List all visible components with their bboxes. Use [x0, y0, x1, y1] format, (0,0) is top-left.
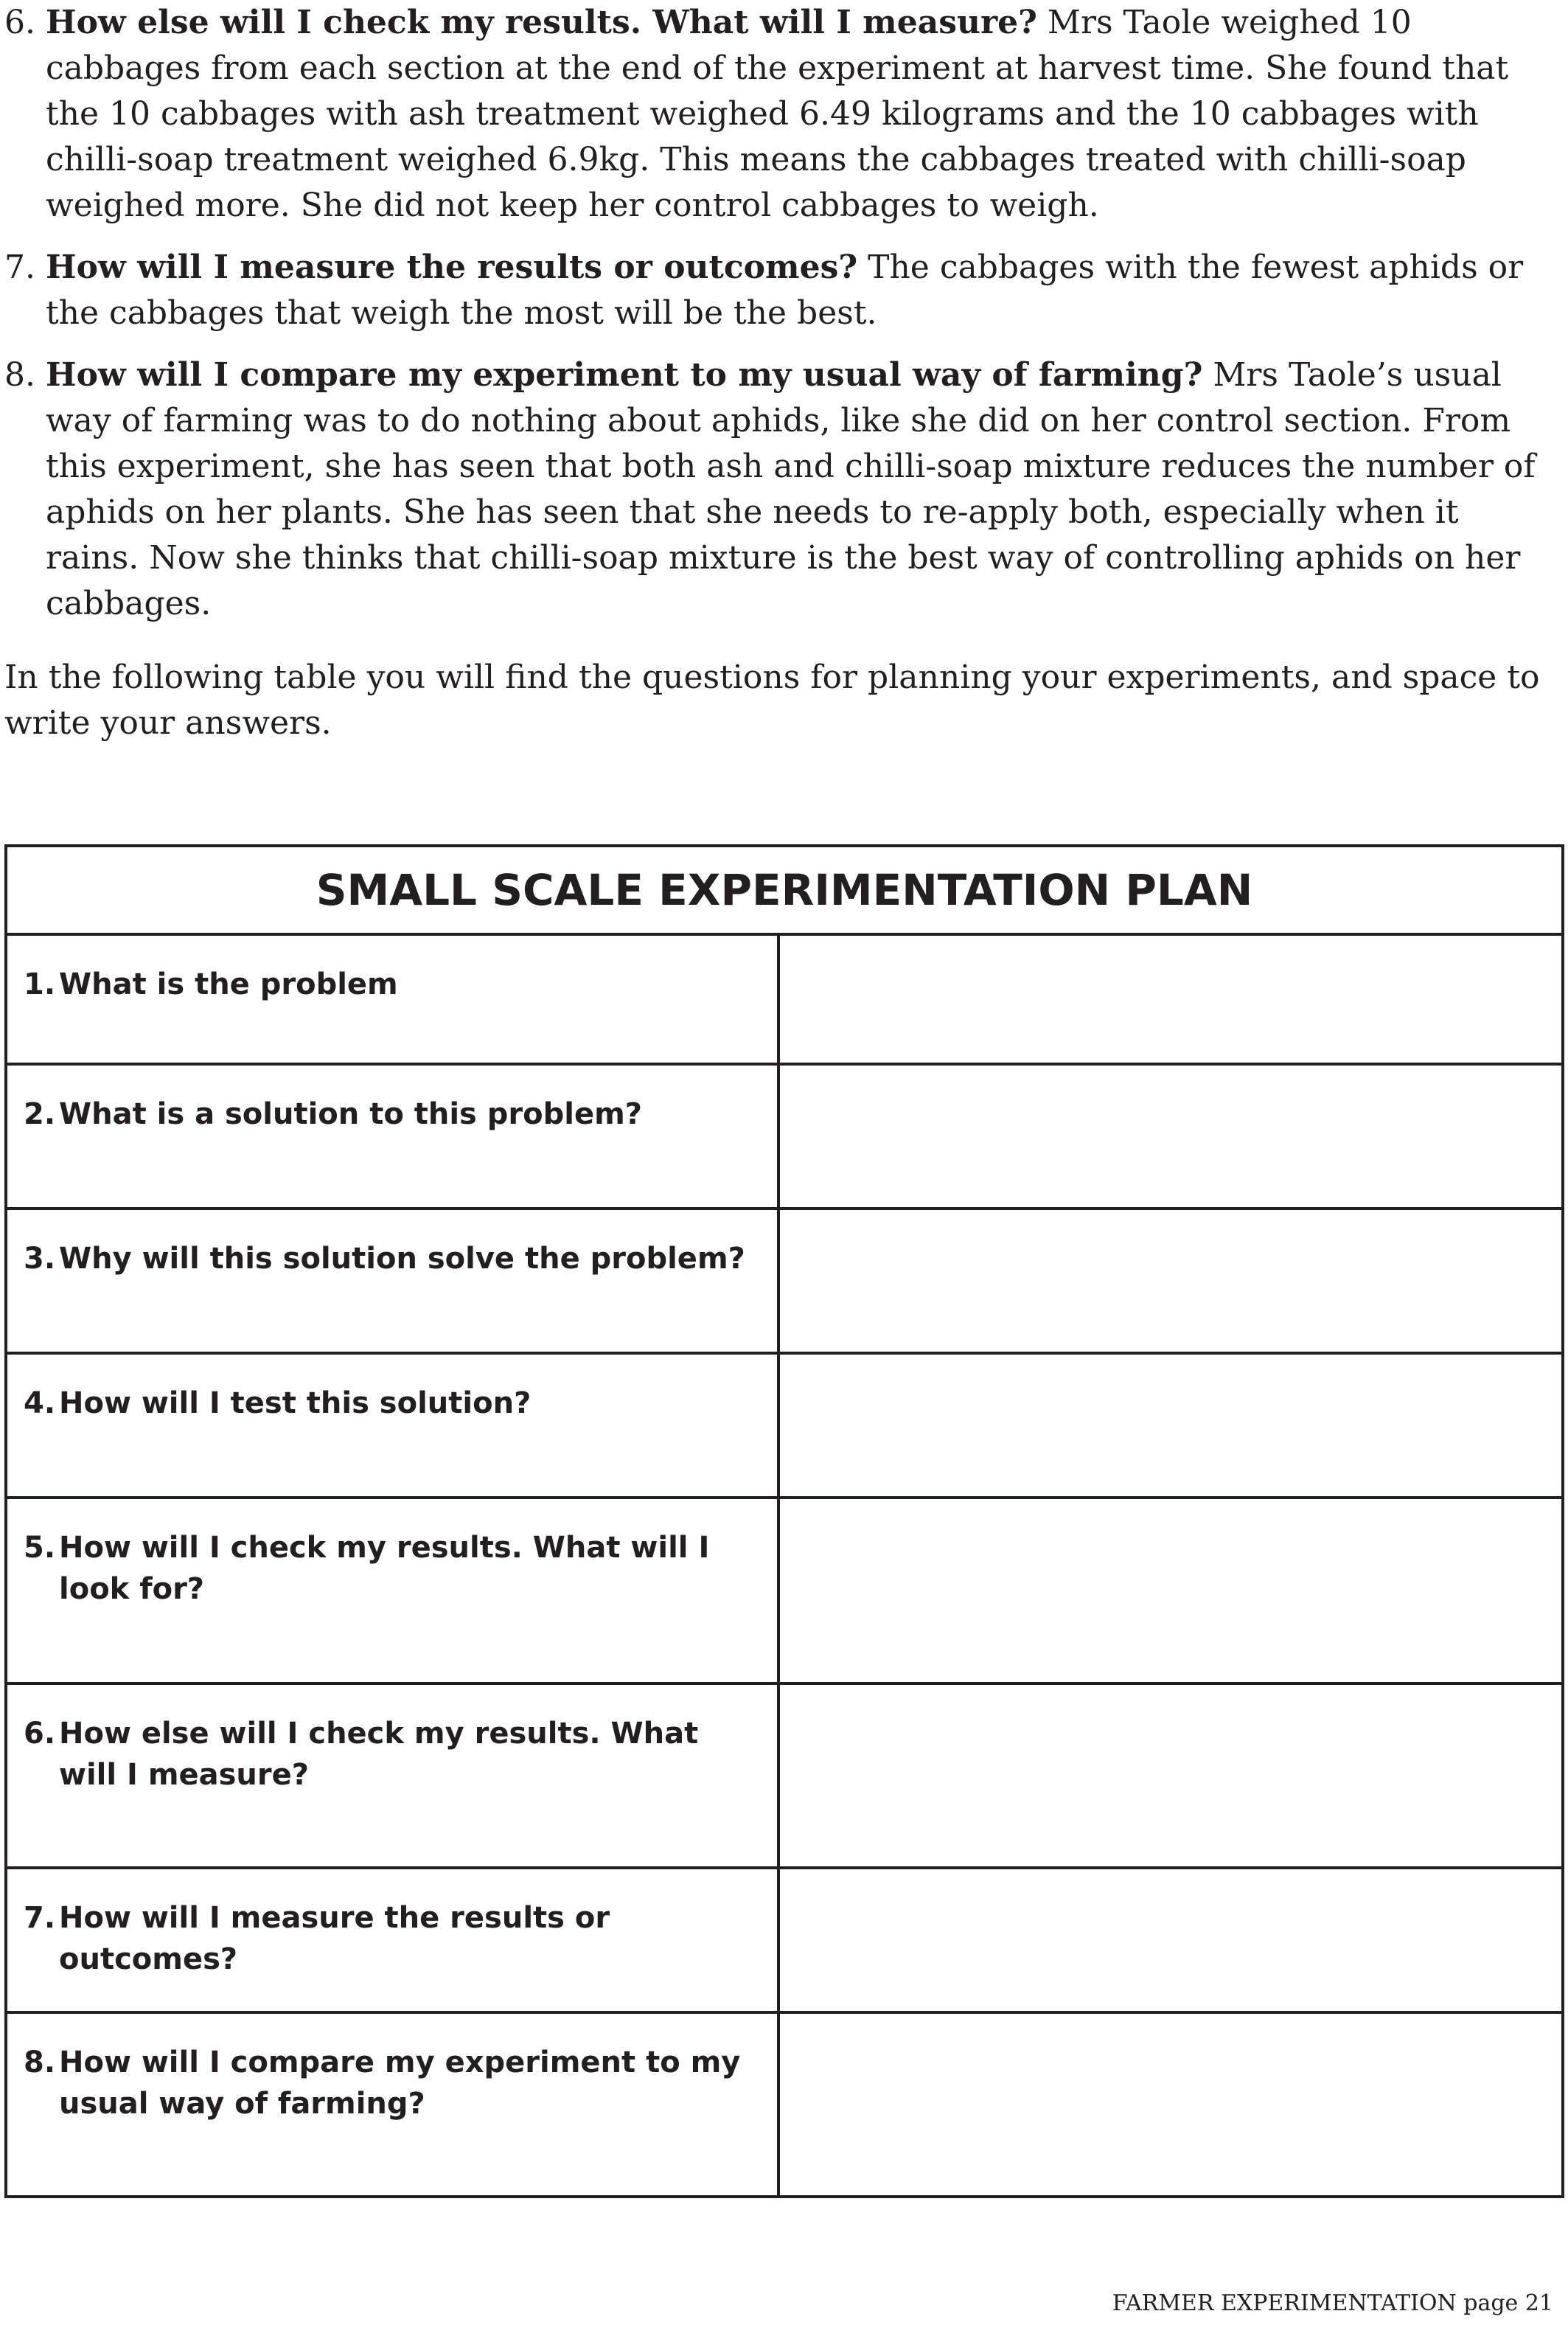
question-number: 4.: [24, 1386, 56, 1420]
item-question: How else will I check my results. What will I measure?: [46, 4, 1037, 41]
page-footer: FARMER EXPERIMENTATION page 21: [1112, 2290, 1553, 2316]
question-number: 8.: [24, 2046, 56, 2079]
answer-cell[interactable]: [778, 934, 1563, 1064]
question-cell: [6, 934, 778, 1064]
table-row: [6, 1868, 1563, 2012]
table-row: [6, 1498, 1563, 1683]
question-cell: [6, 1064, 778, 1209]
question-number: 3.: [24, 1242, 56, 1276]
item-question: How will I compare my experiment to my usual way of farming?: [46, 356, 1203, 394]
question-number: 1.: [24, 967, 56, 1001]
answer-cell[interactable]: [778, 1683, 1563, 1868]
table-header-row: [6, 846, 1563, 934]
question-text: What is a solution to this problem?: [59, 1097, 642, 1131]
answer-cell[interactable]: [778, 1868, 1563, 2012]
experimentation-plan-table: [4, 844, 1564, 2198]
table-row: [6, 1209, 1563, 1353]
list-item: [4, 0, 1560, 229]
question-text: How will I test this solution?: [59, 1386, 532, 1420]
table-row: [6, 1064, 1563, 1209]
list-item: [4, 352, 1560, 627]
item-number: 7.: [4, 249, 35, 286]
question-number: 7.: [24, 1901, 56, 1935]
answer-cell[interactable]: [778, 1064, 1563, 1209]
item-question: How will I measure the results or outcomes?: [46, 249, 858, 286]
question-cell: [6, 1498, 778, 1683]
answer-cell[interactable]: [778, 2012, 1563, 2197]
question-number: 6.: [24, 1717, 56, 1751]
item-text: Mrs Taole’s usual way of farming was to do nothing about aphids, like she did on her control section. From this experiment, she has seen that both ash and chilli-soap mixture reduces the number of aphids on her plants. She has seen that she needs to re-apply both, especially when it rains. Now she thinks that chilli-soap mixture is the best way of controlling aphids on her cabbages.: [46, 356, 1536, 622]
question-text: How will I compare my experiment to my usual way of farming?: [59, 2046, 741, 2121]
question-cell: [6, 1683, 778, 1868]
question-cell: [6, 2012, 778, 2197]
question-text: Why will this solution solve the problem?: [59, 1242, 745, 1276]
numbered-items: [4, 0, 1560, 643]
question-cell: [6, 1353, 778, 1498]
question-number: 2.: [24, 1097, 56, 1131]
intro-paragraph: In the following table you will find the questions for planning your experiments, and space to write your answers.: [4, 658, 1540, 742]
question-cell: [6, 1209, 778, 1353]
question-number: 5.: [24, 1531, 56, 1565]
table-row: [6, 2012, 1563, 2197]
item-number: 8.: [4, 356, 35, 394]
question-text: How will I measure the results or outcomes?: [59, 1901, 610, 1976]
table-row: [6, 1353, 1563, 1498]
item-text: The cabbages with the fewest aphids or the cabbages that weigh the most will be the best.: [46, 249, 1524, 332]
table-row: [6, 934, 1563, 1064]
list-item: [4, 245, 1560, 336]
answer-cell[interactable]: [778, 1498, 1563, 1683]
item-number: 6.: [4, 4, 35, 41]
question-text: How else will I check my results. What will I measure?: [59, 1717, 699, 1792]
answer-cell[interactable]: [778, 1209, 1563, 1353]
question-text: How will I check my results. What will I look for?: [59, 1531, 710, 1606]
table-row: [6, 1683, 1563, 1868]
question-text: What is the problem: [59, 967, 398, 1001]
question-cell: [6, 1868, 778, 2012]
answer-cell[interactable]: [778, 1353, 1563, 1498]
item-text: Mrs Taole weighed 10 cabbages from each section at the end of the experiment at harvest time. She found that the 10 cabbages with ash treatment weighed 6.49 kilograms and the 10 cabbages with chilli-soap treatment weighed 6.9kg. This means the cabbages treated with chilli-soap weighed more. She did not keep her control cabbages to weigh.: [46, 4, 1509, 224]
table-title: SMALL SCALE EXPERIMENTATION PLAN: [6, 846, 1563, 934]
